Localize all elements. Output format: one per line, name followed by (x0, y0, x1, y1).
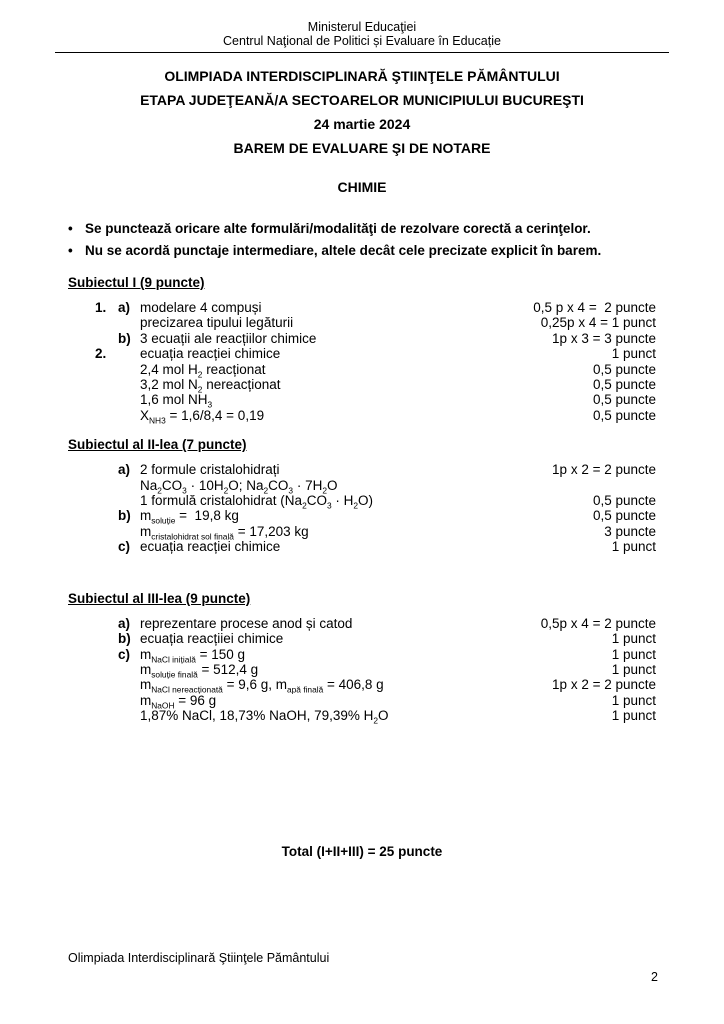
criterion-text: 1 formulă cristalohidrat $(Na_2CO_3 \cdot H_2O)$ (140, 493, 374, 511)
subject-title: CHIMIE (337, 179, 387, 195)
document-footer (68, 951, 658, 984)
section-rows (95, 462, 656, 554)
item-number (95, 362, 118, 377)
points-value: 0,5 puncte (592, 407, 656, 423)
subscript: NaCl inițială (151, 654, 196, 665)
points-value: 0,5 puncte (592, 493, 656, 509)
item-letter (118, 677, 140, 692)
points-value: 0,5 puncte (592, 392, 656, 408)
item-letter: a) (118, 300, 131, 315)
points-value: 1 punct (611, 631, 656, 647)
score-row (95, 692, 656, 711)
note-item (68, 221, 656, 237)
subscript: 3 (207, 400, 213, 411)
title-block (68, 69, 656, 195)
points-value: 1 punct (611, 346, 656, 362)
criterion-text: 3 ecuații ale reacțiilor chimice (140, 330, 317, 346)
score-row (95, 631, 656, 646)
section-subiectul-1 (68, 275, 656, 426)
criterion-text: modelare 4 compuși (140, 300, 262, 315)
item-letter: b) (118, 508, 131, 524)
document-header (55, 20, 669, 53)
item-letter: b) (118, 631, 131, 647)
points-value: 1 punct (611, 661, 656, 677)
score-row (95, 661, 656, 680)
points-value: 0,25p x 4 = 1 punct (540, 315, 656, 331)
score-row (95, 477, 656, 496)
points-value: 1 punct (611, 539, 656, 555)
criterion-text: $m_{NaCl nereacționată} = 9,6$ g, $m_{apă finală} = 406,8$ g (140, 677, 384, 695)
score-row (95, 462, 656, 477)
subscript: 2 (197, 384, 203, 395)
item-number (95, 408, 118, 423)
points-value: 1p x 3 = 3 puncte (552, 330, 656, 346)
subscript: apă finală (286, 685, 324, 695)
note-text: Nu se acordă punctaje intermediare, altele decât cele precizate explicit în barem. (85, 243, 602, 258)
criterion-text: $m_{soluție} = 19,8$ kg (140, 508, 239, 527)
item-letter: a) (118, 615, 131, 631)
points-value: 0,5 p x 4 = 2 puncte (533, 300, 656, 315)
item-letter (118, 478, 140, 493)
score-row (95, 708, 656, 726)
points-value: 1p x 2 = 2 puncte (552, 462, 656, 478)
criterion-text: $m_{NaCl inițială} = 150$ g (140, 646, 246, 665)
subscript: 2 (322, 485, 327, 496)
page-number: 2 (651, 970, 658, 984)
item-letter (118, 408, 140, 423)
section-heading: Subiectul al II-lea (7 puncte) (68, 437, 247, 453)
criterion-text: 1,6 mol $NH_3$ (140, 392, 213, 411)
criterion-text: 1,87% NaCl, 18,73% NaOH, 79,39% $H_2O$ (140, 708, 389, 726)
criterion-text: ecuația reacției chimice (140, 539, 281, 555)
score-row (95, 493, 656, 511)
points-value: 0,5 puncte (592, 361, 656, 377)
score-row (95, 361, 656, 380)
item-number (95, 478, 118, 493)
item-number: 2. (95, 346, 107, 362)
section-rows (95, 300, 656, 426)
points-value (644, 478, 656, 493)
item-letter (118, 493, 140, 508)
subscript: NH3 (149, 415, 166, 426)
score-row (95, 616, 656, 631)
section-heading: Subiectul I (9 puncte) (68, 275, 205, 290)
item-number (95, 662, 118, 677)
item-letter (118, 524, 140, 539)
criterion-text: precizarea tipului legăturii (140, 315, 294, 331)
item-letter (118, 708, 140, 723)
item-number (95, 524, 118, 539)
subscript: 2 (197, 369, 203, 380)
item-letter (118, 662, 140, 677)
item-number (95, 315, 118, 330)
item-number (95, 493, 118, 508)
total-line: Total (I+II+III) = 25 puncte (281, 843, 443, 859)
stage-title: ETAPA JUDEŢEANĂ/A SECTOARELOR MUNICIPIULUI BUCUREŞTI (140, 92, 584, 108)
criterion-text: 3,2 mol $N_2$ nereacționat (140, 377, 281, 395)
subscript: NaCl nereacționată (151, 685, 223, 695)
item-letter (118, 346, 140, 361)
subscript: 3 (182, 485, 187, 496)
item-number (95, 708, 118, 723)
score-row (95, 377, 656, 395)
subscript: 2 (373, 715, 379, 726)
subscript: 2 (353, 500, 359, 511)
item-letter (118, 392, 140, 407)
score-row (95, 315, 656, 330)
section-heading: Subiectul al III-lea (9 puncte) (68, 590, 251, 606)
item-letter (118, 693, 140, 708)
criterion-text: $m_{soluție finală} = 512,4$ g (140, 661, 259, 680)
subscript: 3 (288, 485, 294, 496)
item-number (95, 647, 118, 662)
points-value: 0,5p x 4 = 2 puncte (540, 615, 656, 631)
item-number (95, 508, 118, 523)
criterion-text: $m_{cristalohidrat sol finală} = 17,203$ kg (140, 523, 309, 542)
subscript: soluție (151, 516, 176, 527)
subscript: 2 (263, 485, 269, 496)
bullet-icon: • (68, 243, 73, 258)
section-rows (95, 616, 656, 724)
note-item (68, 243, 656, 259)
barem-title: BAREM DE EVALUARE ŞI DE NOTARE (233, 140, 491, 156)
score-row (95, 407, 656, 426)
points-value: 1 punct (611, 708, 656, 724)
points-value: 0,5 puncte (592, 377, 656, 393)
criterion-text: $X_{NH3} = 1,6/8,4 = 0,19$ (140, 407, 265, 426)
item-letter: a) (118, 462, 131, 478)
score-row (95, 523, 656, 542)
points-value: 1 punct (611, 692, 656, 708)
section-subiectul-2 (68, 437, 656, 554)
criterion-text: $m_{NaOH} = 96$ g (140, 692, 217, 711)
points-value: 1p x 2 = 2 puncte (552, 677, 656, 693)
subscript: 3 (326, 500, 332, 511)
points-value: 1 punct (611, 646, 656, 662)
section-subiectul-3 (68, 591, 656, 724)
item-letter (118, 362, 140, 377)
score-row (95, 677, 656, 695)
criterion-text: ecuația reacțiiei chimice (140, 631, 284, 647)
score-row (95, 508, 656, 527)
item-number (95, 331, 118, 346)
score-row (95, 331, 656, 346)
item-letter (118, 377, 140, 392)
grading-notes (68, 221, 656, 259)
subscript: 2 (302, 500, 307, 511)
score-row (95, 346, 656, 361)
score-row (95, 539, 656, 554)
criterion-text: $Na_2CO_3 \cdot 10H_2O$; $Na_2CO_3 \cdot 7H_2O$ (140, 477, 338, 496)
item-number (95, 377, 118, 392)
item-number (95, 631, 118, 646)
points-value: 0,5 puncte (592, 508, 656, 524)
footer-title: Olimpiada Interdisciplinară Ştiinţele Pământului (68, 951, 330, 965)
item-letter: c) (118, 539, 131, 555)
criterion-text: 2 formule cristalohidrați (140, 462, 280, 478)
center-line: Centrul Naţional de Politici și Evaluare în Educație (223, 34, 501, 48)
item-number (95, 539, 118, 554)
criterion-text: 2,4 mol $H_2$ reacționat (140, 361, 266, 380)
score-row (95, 300, 656, 315)
subscript: 2 (157, 485, 162, 496)
note-text: Se punctează oricare alte formulări/modalităţi de rezolvare corectă a cerinţelor. (85, 221, 591, 236)
item-number (95, 462, 118, 477)
item-letter: c) (118, 646, 131, 662)
olympiad-title: OLIMPIADA INTERDISCIPLINARĂ ŞTIINŢELE PĂMÂNTULUI (164, 68, 560, 84)
subscript: soluție finală (151, 669, 198, 680)
points-value: 3 puncte (604, 523, 656, 539)
item-number: 1. (95, 300, 107, 315)
criterion-text: reprezentare procese anod și catod (140, 615, 353, 631)
subscript: NaOH (151, 700, 175, 711)
ministry-line: Ministerul Educaţiei (307, 20, 417, 34)
item-number (95, 616, 118, 631)
criterion-text: ecuația reacției chimice (140, 346, 281, 362)
score-row (95, 646, 656, 665)
date-line: 24 martie 2024 (313, 116, 411, 132)
item-number (95, 392, 118, 407)
subscript: 2 (223, 485, 229, 496)
score-row (95, 392, 656, 411)
item-letter (118, 315, 140, 330)
item-letter: b) (118, 330, 131, 346)
bullet-icon: • (68, 221, 73, 236)
item-number (95, 677, 118, 692)
item-number (95, 693, 118, 708)
subscript: cristalohidrat sol finală (151, 531, 234, 542)
